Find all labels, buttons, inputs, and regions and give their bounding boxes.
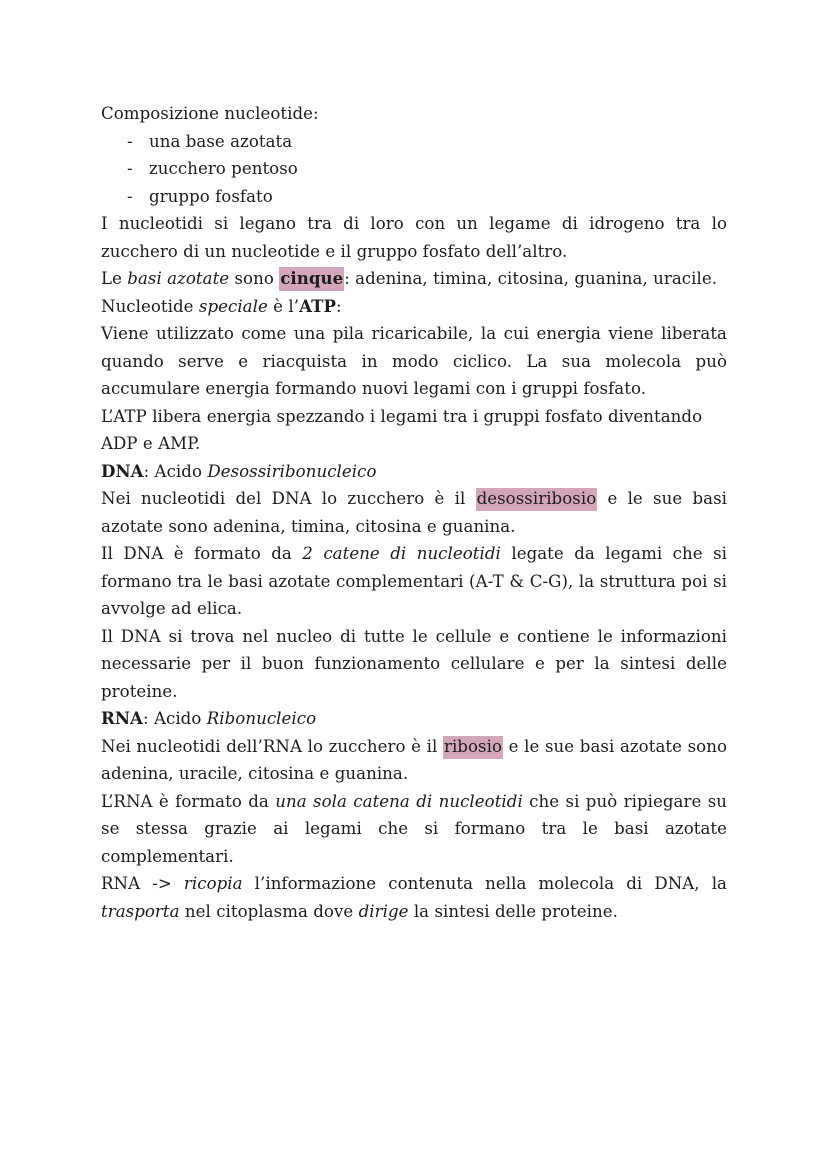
paragraph-atp-libera-2: ADP e AMP. — [101, 434, 201, 453]
paragraph-rna-catena: L’RNA è formato da una sola catena di nucleotidi che si può ripiegare su se stessa grazie ai legami che si formano tra le basi azotate complementari. — [101, 791, 727, 866]
list-item: - zucchero pentoso — [101, 155, 727, 183]
paragraph-dna-nucleo: Il DNA si trova nel nucleo di tutte le cellule e contiene le informazioni necessarie per il buon funzionamento cellulare e per la sintesi delle proteine. — [101, 626, 727, 701]
paragraph-atp-intro: Nucleotide speciale è l’ATP: — [101, 295, 342, 316]
bullet-dash: - — [127, 131, 133, 151]
paragraph-rna-zucchero: Nei nucleotidi dell’RNA lo zucchero è il ribosio e le sue basi azotate sono adenina, uracile, citosina e guanina. — [101, 736, 727, 783]
bullet-dash: - — [127, 186, 133, 206]
paragraph-rna-funzione: RNA -> ricopia l’informazione contenuta nella molecola di DNA, la trasporta nel citoplasma dove dirige la sintesi delle proteine. — [101, 874, 727, 921]
component-list — [101, 128, 727, 211]
highlight-cinque: cinque — [279, 267, 344, 291]
rna-heading: RNA: Acido Ribonucleico — [101, 708, 317, 728]
paragraph-atp-libera-1: L’ATP libera energia spezzando i legami tra i gruppi fosfato diventando — [101, 406, 703, 426]
composition-title: Composizione nucleotide: — [101, 104, 319, 123]
highlight-desossiribosio: desossiribosio — [476, 488, 598, 511]
list-item: - una base azotata — [101, 128, 727, 156]
dna-heading: DNA: Acido Desossiribonucleico — [101, 460, 377, 481]
paragraph-atp-pila: Viene utilizzato come una pila ricaricabile, la cui energia viene liberata quando serve e riacquista in modo ciclico. La sua molecola può accumulare energia formando nuovi legami con i gruppi fosfato. — [101, 324, 727, 398]
list-item: - gruppo fosfato — [101, 183, 727, 211]
paragraph-dna-catene: Il DNA è formato da 2 catene di nucleotidi legate da legami che si formano tra le basi azotate complementari (A-T & C-G), la struttura poi si avvolge ad elica. — [101, 544, 727, 618]
bullet-dash: - — [127, 159, 133, 178]
paragraph-dna-zucchero: Nei nucleotidi del DNA lo zucchero è il desossiribosio e le sue basi azotate sono adenina, timina, citosina e guanina. — [101, 489, 727, 536]
highlight-ribosio: ribosio — [443, 736, 503, 759]
paragraph-basi: Le basi azotate sono cinque: adenina, timina, citosina, guanina, uracile. — [101, 265, 727, 293]
paragraph-legame: I nucleotidi si legano tra di loro con un legame di idrogeno tra lo zucchero di un nucleotide e il gruppo fosfato dell’altro. — [101, 214, 727, 261]
